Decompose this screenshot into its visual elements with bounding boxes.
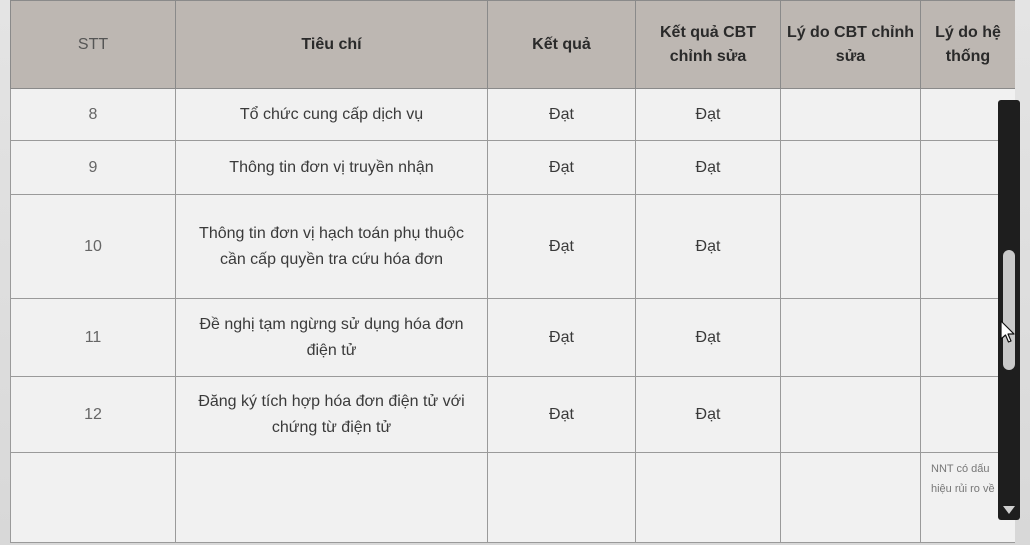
cell-stt: 9 [11, 141, 176, 195]
cell-criteria: Thông tin đơn vị truyền nhận [176, 141, 488, 195]
cell-cbt-result: Đạt [636, 299, 781, 377]
vertical-scrollbar[interactable] [998, 100, 1020, 520]
cell-cbt-result: Đạt [636, 377, 781, 453]
cell-result: Đạt [488, 89, 636, 141]
cell-criteria: Đăng ký tích hợp hóa đơn điện tử với chứng từ điện tử [176, 377, 488, 453]
criteria-table-container [10, 0, 1015, 545]
cell-criteria [176, 453, 488, 543]
table-row [11, 141, 1016, 195]
cell-result: Đạt [488, 141, 636, 195]
cell-result: Đạt [488, 377, 636, 453]
cell-cbt-result: Đạt [636, 195, 781, 299]
table-row [11, 89, 1016, 141]
cell-stt [11, 453, 176, 543]
cell-cbt-reason[interactable] [781, 195, 921, 299]
cell-cbt-result: Đạt [636, 89, 781, 141]
cell-stt: 10 [11, 195, 176, 299]
cell-result [488, 453, 636, 543]
cell-cbt-reason[interactable] [781, 377, 921, 453]
table-row [11, 453, 1016, 543]
criteria-table [10, 0, 1015, 543]
cell-cbt-result: Đạt [636, 141, 781, 195]
header-result[interactable]: Kết quả [488, 1, 636, 89]
cell-stt: 8 [11, 89, 176, 141]
cell-cbt-reason[interactable] [781, 141, 921, 195]
cell-cbt-reason[interactable] [781, 453, 921, 543]
cell-stt: 12 [11, 377, 176, 453]
cell-criteria: Thông tin đơn vị hạch toán phụ thuộc cần cấp quyền tra cứu hóa đơn [176, 195, 488, 299]
table-row [11, 299, 1016, 377]
cell-result: Đạt [488, 299, 636, 377]
cell-result: Đạt [488, 195, 636, 299]
header-cbt-edited-result[interactable]: Kết quả CBT chỉnh sửa [636, 1, 781, 89]
cell-cbt-reason[interactable] [781, 89, 921, 141]
cell-cbt-result [636, 453, 781, 543]
table-row [11, 195, 1016, 299]
header-stt[interactable]: STT [11, 1, 176, 89]
cell-cbt-reason[interactable] [781, 299, 921, 377]
header-cbt-edit-reason[interactable]: Lý do CBT chỉnh sửa [781, 1, 921, 89]
chevron-down-icon[interactable] [1003, 506, 1015, 514]
cell-criteria: Tổ chức cung cấp dịch vụ [176, 89, 488, 141]
table-row [11, 377, 1016, 453]
header-system-reason[interactable]: Lý do hệ thống [921, 1, 1016, 89]
cell-system-reason: NNT có dấu hiệu rủi ro về [921, 453, 1016, 543]
table-header-row [11, 1, 1016, 89]
mouse-pointer-icon [1000, 320, 1016, 344]
header-criteria[interactable]: Tiêu chí [176, 1, 488, 89]
scrollbar-thumb[interactable] [1003, 250, 1015, 370]
cell-stt: 11 [11, 299, 176, 377]
cell-criteria: Đề nghị tạm ngừng sử dụng hóa đơn điện tử [176, 299, 488, 377]
